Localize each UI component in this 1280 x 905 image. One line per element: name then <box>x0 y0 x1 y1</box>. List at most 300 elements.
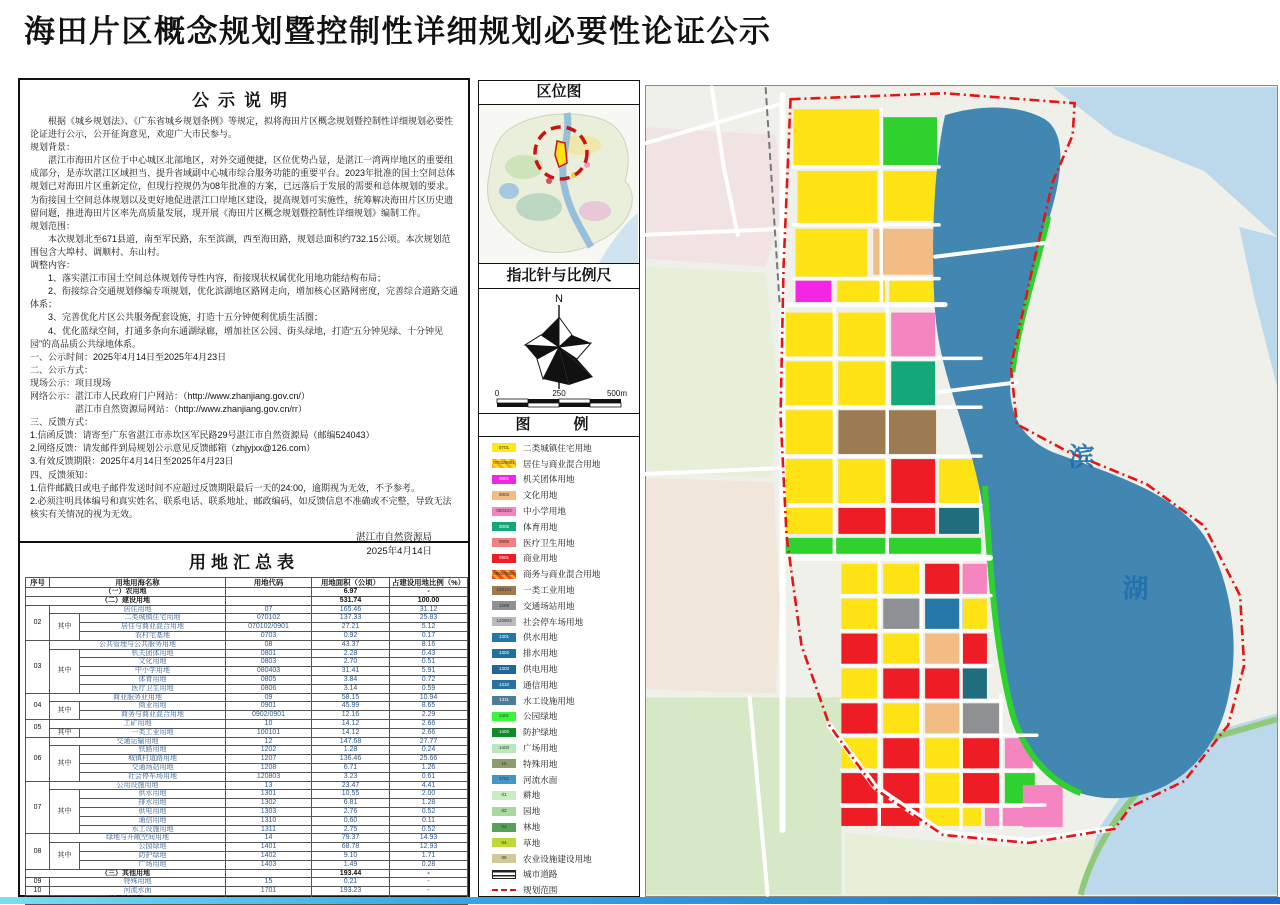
landuse-cell: 165.46 <box>312 605 390 614</box>
landuse-cell: 其中 <box>50 728 80 737</box>
landuse-cell: 8.16 <box>390 640 468 649</box>
landuse-cell: 特殊用地 <box>50 878 226 887</box>
landuse-row-sub <box>26 816 468 825</box>
notice-paragraph: 本次规划北至671县道，南至军民路，东至滨湖，西至海田路，规划总面积约732.15公顷。本次规划范围包含大埠村、调顺村、东山村。 <box>30 233 451 257</box>
legend-label: 机关团体用地 <box>523 474 575 485</box>
landuse-cell: 1310 <box>226 816 312 825</box>
landuse-cell: 0.11 <box>390 816 468 825</box>
notice-paragraph: 3、完善优化片区公共服务配套设施，打造十五分钟便利优质生活圈； <box>30 312 324 323</box>
landuse-cell: 2.70 <box>312 658 390 667</box>
landuse-row-section <box>26 869 468 878</box>
landuse-cell <box>226 596 312 605</box>
legend-item <box>492 756 639 772</box>
legend-label: 耕地 <box>523 790 541 801</box>
landuse-row-sub <box>26 860 468 869</box>
legend-swatch-solid-icon <box>492 617 516 626</box>
landuse-cell: 2.66 <box>390 728 468 737</box>
landuse-cell: - <box>390 878 468 887</box>
signature-agency: 湛江市自然资源局 <box>355 531 432 543</box>
landuse-cell: 绿地与开敞空间用地 <box>50 834 226 843</box>
location-map-title: 区位图 <box>479 81 639 105</box>
notice-paragraph: 现场公示：项目现场 <box>30 377 112 388</box>
landuse-row-group <box>26 834 468 843</box>
legend-code: 0902/0901 <box>493 570 515 576</box>
landuse-cell: 0.43 <box>390 649 468 658</box>
legend-item <box>492 772 639 788</box>
landuse-cell: 2.66 <box>390 719 468 728</box>
landuse-row-sub <box>26 755 468 764</box>
landuse-cell: 中小学用地 <box>80 667 226 676</box>
legend-list <box>479 437 639 896</box>
landuse-cell: 23.47 <box>312 781 390 790</box>
landuse-row-group <box>26 693 468 702</box>
landuse-cell: 3.84 <box>312 675 390 684</box>
landuse-cell: 0901 <box>226 702 312 711</box>
legend-item <box>492 677 639 693</box>
legend-code: 03 <box>501 823 507 829</box>
legend-label: 防护绿地 <box>523 727 558 738</box>
legend-label: 交通场站用地 <box>523 600 575 611</box>
landuse-row-sub <box>26 799 468 808</box>
landuse-cell: 工矿用地 <box>50 719 226 728</box>
landuse-row-sub <box>26 684 468 693</box>
landuse-cell: 080403 <box>226 667 312 676</box>
legend-swatch-solid-icon <box>492 665 516 674</box>
legend-label: 城市道路 <box>523 869 558 880</box>
landuse-cell: 0805 <box>226 675 312 684</box>
landuse-row-sub <box>26 658 468 667</box>
legend-code: 0701/0901 <box>493 460 515 466</box>
legend-swatch-solid-icon <box>492 854 516 863</box>
landuse-cell: 6.81 <box>312 799 390 808</box>
legend-item <box>492 740 639 756</box>
landuse-cell: 0.52 <box>390 825 468 834</box>
compass-scale-title: 指北针与比例尺 <box>479 263 639 289</box>
scale-bar <box>495 389 628 407</box>
landuse-cell: 交通运输用地 <box>50 737 226 746</box>
landuse-cell: 河流水面 <box>50 887 226 896</box>
notice-paragraph: 湛江市海田片区位于中心城区北部地区，对外交通便捷，区位优势凸显，是湛江一湾两岸地区的重要组成部分，是赤坎湛江区域担当、提升省域副中心城市综合服务功能的重要平台。2023年批准的国土空间总体规划已对海田片区重新定位，但现行控规仍为08年批准的方案，已远落后于发展的需要和总体规划的要求。为衔接国土空间总体规划以及更好地促进湛江口岸地区建设，提高规划可实施性，统筹解决海田片区历史遗留问题，推进海田片区率先高质量发展，现开展《海田片区概念规划暨控制性详细规划》编制工作。 <box>30 155 456 218</box>
legend-code: 0805 <box>498 523 510 529</box>
landuse-cell: 2.00 <box>390 790 468 799</box>
legend-swatch-solid-icon <box>492 586 516 595</box>
legend-item <box>492 503 639 519</box>
legend-swatch-solid-icon <box>492 475 516 484</box>
landuse-cell: 0.51 <box>390 658 468 667</box>
legend-swatch-hatch-icon <box>492 459 516 468</box>
legend-swatch-solid-icon <box>492 791 516 800</box>
landuse-cell: 商务与商业混合用地 <box>80 711 226 720</box>
legend-item <box>492 630 639 646</box>
col-header-no: 序号 <box>26 578 50 588</box>
landuse-row-sub <box>26 631 468 640</box>
landuse-cell: 居住用地 <box>50 605 226 614</box>
landuse-cell <box>226 588 312 597</box>
landuse-cell: 居住与商业混合用地 <box>80 623 226 632</box>
legend-swatch-solid-icon <box>492 649 516 658</box>
landuse-cell: 8.65 <box>390 702 468 711</box>
notice-paragraph: 二、公示方式： <box>30 364 94 375</box>
legend-item <box>492 440 639 456</box>
legend-label: 特殊用地 <box>523 758 558 769</box>
landuse-row-sub <box>26 667 468 676</box>
landuse-cell: 2.28 <box>312 649 390 658</box>
landuse-cell: 137.33 <box>312 614 390 623</box>
landuse-cell: 广场用地 <box>80 860 226 869</box>
landuse-cell: 070102 <box>226 614 312 623</box>
landuse-cell: 公园绿地 <box>80 843 226 852</box>
legend-swatch-hatch-icon <box>492 570 516 579</box>
legend-code: 0701 <box>498 444 510 450</box>
legend-label: 通信用地 <box>523 679 558 690</box>
legend-swatch-solid-icon <box>492 633 516 642</box>
legend-item <box>492 645 639 661</box>
notice-paragraph: 1.信函反馈：请寄至广东省湛江市赤坎区军民路29号湛江市自然资源局（邮编524043） <box>30 430 375 441</box>
legend-label: 社会停车场用地 <box>523 616 584 627</box>
landuse-cell: 14.93 <box>390 834 468 843</box>
legend-label: 排水用地 <box>523 648 558 659</box>
landuse-cell: 1301 <box>226 790 312 799</box>
landuse-cell: 体育用地 <box>80 675 226 684</box>
legend-item <box>492 582 639 598</box>
legend-label: 中小学用地 <box>523 506 566 517</box>
landuse-cell: 1403 <box>226 860 312 869</box>
page-title: 海田片区概念规划暨控制性详细规划必要性论证公示 <box>24 14 772 49</box>
landuse-row-group <box>26 781 468 790</box>
landuse-cell: 27.21 <box>312 623 390 632</box>
landuse-cell: 公共管理与公共服务用地 <box>50 640 226 649</box>
legend-item <box>492 835 639 851</box>
landuse-cell: 0.60 <box>312 816 390 825</box>
legend-item <box>492 614 639 630</box>
landuse-cell: 0801 <box>226 649 312 658</box>
landuse-cell: 1401 <box>226 843 312 852</box>
legend-label: 商业用地 <box>523 553 558 564</box>
landuse-cell: 0.24 <box>390 746 468 755</box>
legend-label: 供水用地 <box>523 632 558 643</box>
landuse-row-sub <box>26 746 468 755</box>
notice-paragraph: 三、反馈方式： <box>30 417 94 428</box>
landuse-cell: 5.12 <box>390 623 468 632</box>
landuse-row-group <box>26 878 468 887</box>
legend-swatch-boundary-icon <box>492 889 516 891</box>
landuse-cell: 05 <box>26 719 50 737</box>
legend-label: 供电用地 <box>523 664 558 675</box>
legend-item <box>492 709 639 725</box>
legend-label: 农业设施建设用地 <box>523 853 592 864</box>
landuse-cell: 0.52 <box>390 807 468 816</box>
legend-swatch-solid-icon <box>492 522 516 531</box>
landuse-cell: 水工设施用地 <box>80 825 226 834</box>
location-map <box>479 105 638 263</box>
land-use-table-box <box>20 543 468 895</box>
landuse-cell: 09 <box>26 878 50 887</box>
legend-code: 0806 <box>498 539 510 545</box>
landuse-cell: 1311 <box>226 825 312 834</box>
legend-item <box>492 803 639 819</box>
compass-rose-icon <box>525 317 593 385</box>
legend-code: 0801 <box>498 476 510 482</box>
landuse-cell: 07 <box>226 605 312 614</box>
legend-code: 1701 <box>498 776 510 782</box>
landuse-cell: 43.37 <box>312 640 390 649</box>
legend-code: 04 <box>501 839 507 845</box>
landuse-cell: 1.71 <box>390 851 468 860</box>
landuse-cell: 机关团体用地 <box>80 649 226 658</box>
landuse-cell: - <box>390 588 468 597</box>
legend-swatch-solid-icon <box>492 443 516 452</box>
landuse-cell: 供电用地 <box>80 807 226 816</box>
landuse-row-sub <box>26 728 468 737</box>
landuse-cell: 1303 <box>226 807 312 816</box>
landuse-cell: 06 <box>26 737 50 781</box>
landuse-cell: 1701 <box>226 887 312 896</box>
notice-paragraph: 3.有效反馈期限：2025年4月14日至2025年4月23日 <box>30 456 234 467</box>
landuse-row-sub <box>26 807 468 816</box>
landuse-row-group <box>26 640 468 649</box>
landuse-row-group <box>26 605 468 614</box>
legend-item <box>492 867 639 883</box>
landuse-cell: 供水用地 <box>80 790 226 799</box>
landuse-cell: 1202 <box>226 746 312 755</box>
landuse-cell: 其中 <box>50 790 80 834</box>
lake-label-hu: 湖 <box>1122 575 1149 604</box>
landuse-cell: 27.77 <box>390 737 468 746</box>
landuse-cell: 25.66 <box>390 755 468 764</box>
landuse-row-sub <box>26 851 468 860</box>
middle-column <box>478 80 640 897</box>
landuse-cell: 25.83 <box>390 614 468 623</box>
legend-code: 120803 <box>496 618 512 624</box>
notice-paragraph: 规划背景： <box>30 142 76 153</box>
landuse-row-sub <box>26 614 468 623</box>
left-panel <box>18 78 470 897</box>
legend-swatch-solid-icon <box>492 838 516 847</box>
landuse-row-sub <box>26 711 468 720</box>
legend-code: 02 <box>501 807 507 813</box>
notice-paragraph: 四、反馈须知： <box>30 469 94 480</box>
legend-code: 100101 <box>496 586 512 592</box>
landuse-cell: 1302 <box>226 799 312 808</box>
landuse-cell: 193.44 <box>312 869 390 878</box>
legend-item <box>492 724 639 740</box>
landuse-row-group <box>26 887 468 896</box>
legend-code: 1402 <box>498 728 510 734</box>
legend-swatch-solid-icon <box>492 507 516 516</box>
landuse-cell: 68.78 <box>312 843 390 852</box>
landuse-cell: 0.92 <box>312 631 390 640</box>
landuse-cell <box>226 869 312 878</box>
landuse-cell: 14.12 <box>312 728 390 737</box>
landuse-cell: 其中 <box>50 843 80 869</box>
landuse-cell: 交通场站用地 <box>80 763 226 772</box>
legend-item <box>492 819 639 835</box>
legend-label: 河流水面 <box>523 774 558 785</box>
legend-swatch-solid-icon <box>492 728 516 737</box>
legend-swatch-solid-icon <box>492 491 516 500</box>
landuse-cell: 08 <box>226 640 312 649</box>
landuse-cell: 城镇村道路用地 <box>80 755 226 764</box>
landuse-cell: 排水用地 <box>80 799 226 808</box>
col-header-name: 用地用海名称 <box>50 578 226 588</box>
legend-code: 1303 <box>498 665 510 671</box>
legend-code: 1403 <box>498 744 510 750</box>
legend-label: 广场用地 <box>523 743 558 754</box>
compass-and-scale <box>479 289 638 413</box>
landuse-row-sub <box>26 843 468 852</box>
landuse-cell: 0902/0901 <box>226 711 312 720</box>
legend-label: 一类工业用地 <box>523 585 575 596</box>
landuse-cell: 3.23 <box>312 772 390 781</box>
legend-swatch-solid-icon <box>492 554 516 563</box>
landuse-cell: 0.17 <box>390 631 468 640</box>
legend-item <box>492 788 639 804</box>
landuse-cell: 13 <box>226 781 312 790</box>
landuse-cell: 100101 <box>226 728 312 737</box>
legend-code: 01 <box>501 792 507 798</box>
landuse-cell: 2.76 <box>312 807 390 816</box>
landuse-cell: 08 <box>26 834 50 869</box>
landuse-cell: 1.28 <box>312 746 390 755</box>
legend-swatch-solid-icon <box>492 712 516 721</box>
landuse-cell: 1.26 <box>390 763 468 772</box>
landuse-row-sub <box>26 649 468 658</box>
notice-paragraph: 根据《城乡规划法》、《广东省城乡规划条例》等规定，拟将海田片区概念规划暨控制性详细规划必要性论证进行公示，公开征询意见，欢迎广大市民参与。 <box>30 116 454 140</box>
landuse-cell: 14.12 <box>312 719 390 728</box>
landuse-cell: 0.21 <box>312 878 390 887</box>
landuse-cell: 531.74 <box>312 596 390 605</box>
landuse-cell: 0703 <box>226 631 312 640</box>
landuse-cell: 1.28 <box>390 799 468 808</box>
public-notice-box <box>20 80 468 557</box>
notice-paragraph: 一、公示时间：2025年4月14日至2025年4月23日 <box>30 351 227 362</box>
landuse-cell: 社会停车场用地 <box>80 772 226 781</box>
legend-item <box>492 851 639 867</box>
legend-item <box>492 535 639 551</box>
landuse-cell: 147.68 <box>312 737 390 746</box>
legend-code: 1301 <box>498 634 510 640</box>
legend-label: 文化用地 <box>523 490 558 501</box>
landuse-cell: 0.61 <box>390 772 468 781</box>
legend-label: 园地 <box>523 806 541 817</box>
legend-swatch-solid-icon <box>492 823 516 832</box>
landuse-row-sub <box>26 825 468 834</box>
legend-label: 二类城镇住宅用地 <box>523 442 592 453</box>
landuse-cell: 03 <box>26 640 50 693</box>
legend-item <box>492 661 639 677</box>
landuse-cell: 15 <box>226 878 312 887</box>
landuse-cell: 3.14 <box>312 684 390 693</box>
legend-label: 医疗卫生用地 <box>523 537 575 548</box>
landuse-cell: - <box>390 887 468 896</box>
notice-paragraph: 1、落实湛江市国土空间总体规划传导性内容，衔接现状权属优化用地功能结构布局； <box>30 273 387 284</box>
notice-paragraph: 2.必须注明具体编号和真实姓名、联系电话、联系地址、邮政编码，如反馈信息不准确或不完整，导致无法核实有关情况的视为无效。 <box>30 495 452 519</box>
landuse-cell: 9.10 <box>312 851 390 860</box>
landuse-cell: 一类工业用地 <box>80 728 226 737</box>
legend-item <box>492 566 639 582</box>
legend-item <box>492 551 639 567</box>
legend-item <box>492 472 639 488</box>
legend-item <box>492 598 639 614</box>
landuse-cell: 0.28 <box>390 860 468 869</box>
landuse-cell: 10.94 <box>390 693 468 702</box>
landuse-cell: 6.71 <box>312 763 390 772</box>
landuse-cell: 其中 <box>50 746 80 781</box>
legend-label: 规划范围 <box>523 885 558 896</box>
legend-swatch-solid-icon <box>492 744 516 753</box>
legend-code: 1310 <box>498 681 510 687</box>
legend-code: 1401 <box>498 713 510 719</box>
landuse-cell: 12 <box>226 737 312 746</box>
landuse-cell: 02 <box>26 605 50 640</box>
landuse-row-sub <box>26 772 468 781</box>
notice-paragraph: 4、优化蓝绿空间，打通多条向东通湖绿廊，增加社区公园、街头绿地，打造“五分钟见绿、十分钟见园”的高品质公共绿地体系。 <box>30 325 444 349</box>
landuse-cell: 1208 <box>226 763 312 772</box>
notice-body <box>30 115 458 521</box>
landuse-cell: 04 <box>26 693 50 719</box>
legend-label: 体育用地 <box>523 521 558 532</box>
legend-item <box>492 882 639 898</box>
landuse-row-group <box>26 737 468 746</box>
landuse-cell: 其中 <box>50 649 80 693</box>
landuse-cell: 医疗卫生用地 <box>80 684 226 693</box>
landuse-cell: 10 <box>226 719 312 728</box>
legend-label: 水工设施用地 <box>523 695 575 706</box>
signature-date: 2025年4月14日 <box>366 545 432 557</box>
legend-item <box>492 519 639 535</box>
landuse-cell: 10.55 <box>312 790 390 799</box>
landuse-cell: 通信用地 <box>80 816 226 825</box>
legend-label: 商务与商业混合用地 <box>523 569 601 580</box>
landuse-cell: 14 <box>226 834 312 843</box>
landuse-row-section <box>26 588 468 597</box>
legend-swatch-solid-icon <box>492 601 516 610</box>
notice-paragraph: 2.网络反馈：请发邮件到局规划公示意见反馈邮箱（zhjyjxx@126.com） <box>30 443 316 454</box>
landuse-cell: 12.16 <box>312 711 390 720</box>
landuse-cell: 193.23 <box>312 887 390 896</box>
legend-item <box>492 487 639 503</box>
legend-swatch-solid-icon <box>492 680 516 689</box>
landuse-cell: 商业用地 <box>80 702 226 711</box>
landuse-row-group <box>26 719 468 728</box>
landuse-cell: 防护绿地 <box>80 851 226 860</box>
legend-title: 图 例 <box>479 413 639 437</box>
landuse-cell: 商业服务业用地 <box>50 693 226 702</box>
scale-250: 250 <box>552 389 566 398</box>
col-header-code: 用地代码 <box>226 578 312 588</box>
landuse-cell: 0.59 <box>390 684 468 693</box>
landuse-cell: 0803 <box>226 658 312 667</box>
landuse-cell: 12.93 <box>390 843 468 852</box>
notice-paragraph: 2、衔接综合交通规划修编专项规划，优化滨湖地区路网走向，增加核心区路网密度，完善综合道路交通体系； <box>30 286 459 310</box>
legend-code: 080403 <box>496 507 512 513</box>
legend-code: 1302 <box>498 649 510 655</box>
legend-item <box>492 456 639 472</box>
landuse-cell: 58.15 <box>312 693 390 702</box>
landuse-cell: 120803 <box>226 772 312 781</box>
legend-label: 居住与商业混合用地 <box>523 458 601 469</box>
landuse-cell: 09 <box>226 693 312 702</box>
legend-swatch-solid-icon <box>492 759 516 768</box>
legend-swatch-solid-icon <box>492 775 516 784</box>
legend-label: 林地 <box>523 822 541 833</box>
legend-code: 1208 <box>498 602 510 608</box>
landuse-cell: 31.12 <box>390 605 468 614</box>
landuse-cell: （一）农用地 <box>26 588 226 597</box>
landuse-cell: 铁路用地 <box>80 746 226 755</box>
landuse-cell: 31.41 <box>312 667 390 676</box>
north-label: N <box>555 293 563 305</box>
